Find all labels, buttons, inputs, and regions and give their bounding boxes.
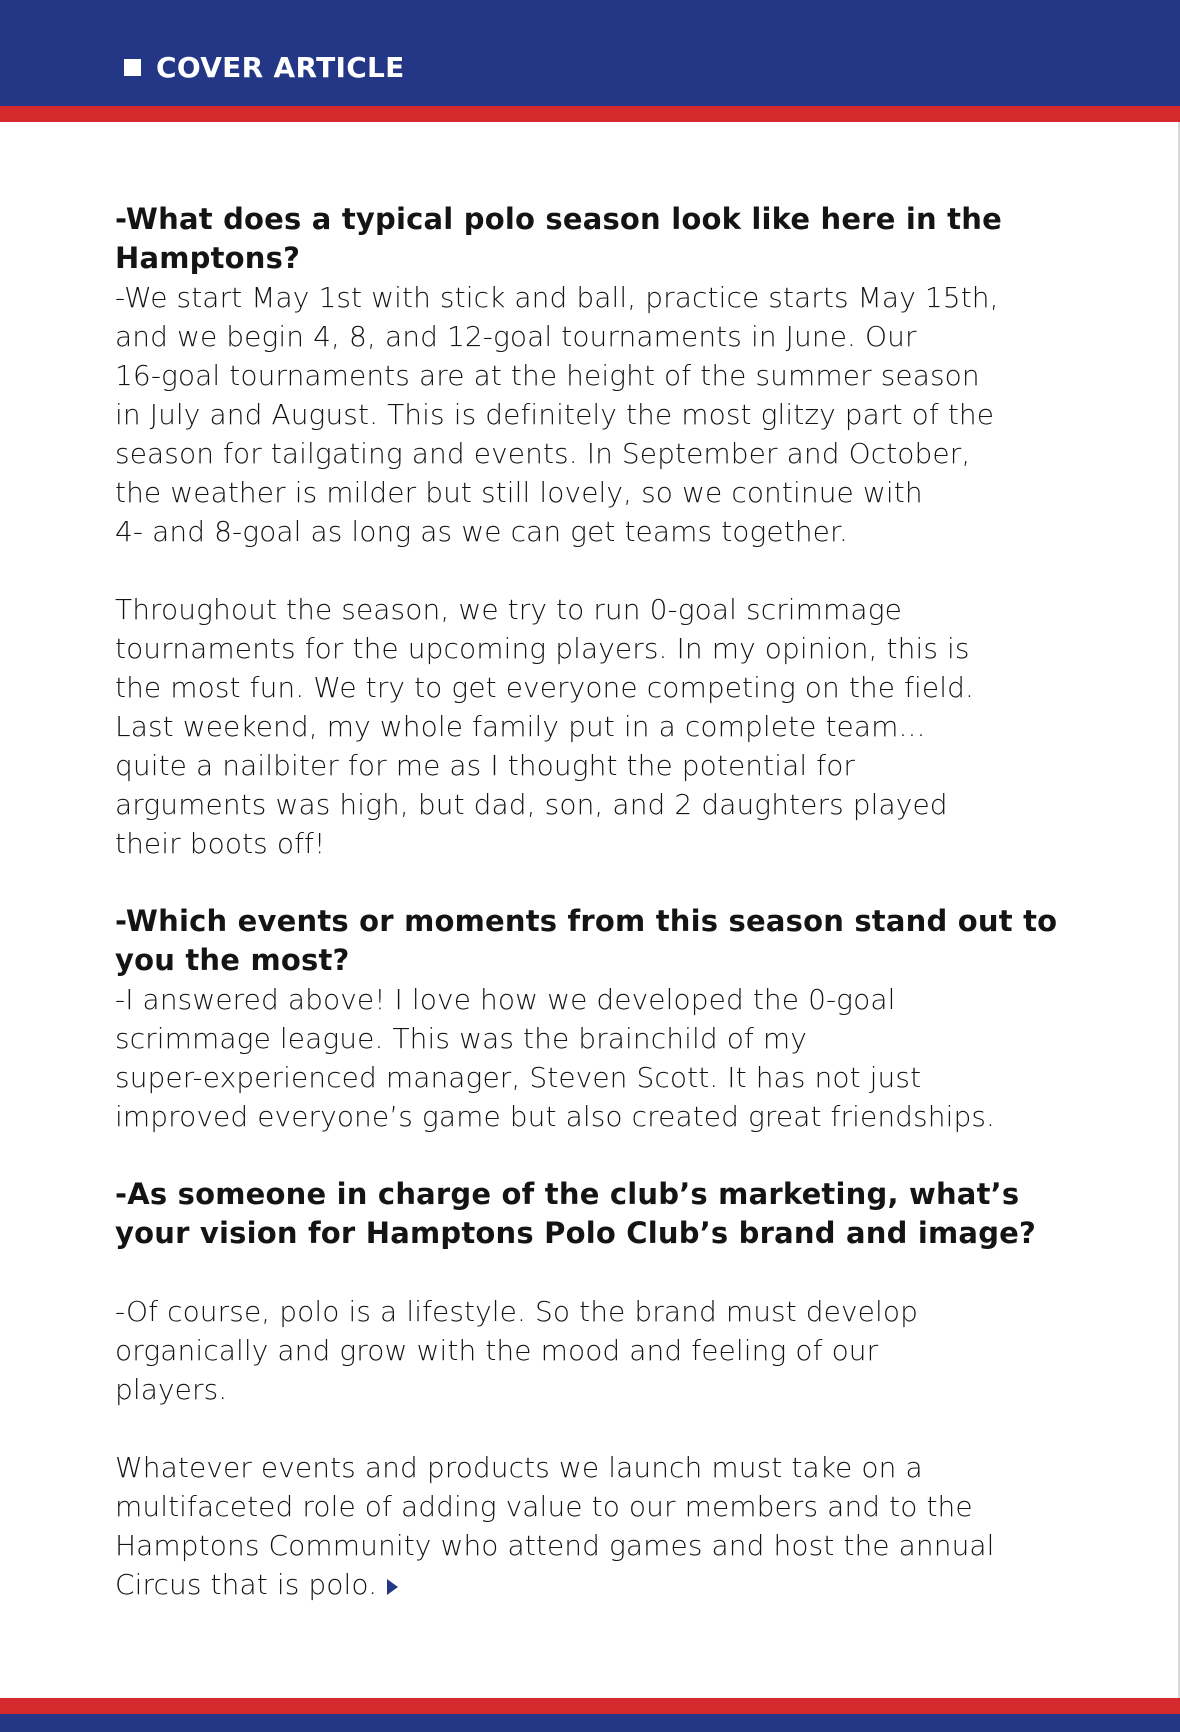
text-line: 4- and 8-goal as long as we can get teams together. xyxy=(115,515,849,548)
text-line: -Of course, polo is a lifestyle. So the brand must develop xyxy=(115,1295,918,1328)
text-line: -What does a typical polo season look like here in the xyxy=(115,202,1002,236)
answer-3 xyxy=(115,1292,1075,1409)
question-1 xyxy=(115,200,1075,278)
paragraph-2 xyxy=(115,590,1075,863)
text-line: scrimmage league. This was the brainchild of my xyxy=(115,1022,807,1055)
text-line: Circus that is polo. xyxy=(115,1568,378,1601)
text-line: -I answered above! I love how we developed the 0-goal xyxy=(115,983,896,1016)
text-line: -We start May 1st with stick and ball, practice starts May 15th, xyxy=(115,281,999,314)
text-line: their boots off! xyxy=(115,827,326,860)
article-body xyxy=(115,200,1075,1604)
answer-1 xyxy=(115,278,1075,551)
text-line: Whatever events and products we launch must take on a xyxy=(115,1451,923,1484)
paragraph-4 xyxy=(115,1448,1075,1604)
text-line: Hamptons Community who attend games and host the annual xyxy=(115,1529,995,1562)
triangle-right-icon xyxy=(387,1579,398,1595)
text-line: arguments was high, but dad, son, and 2 daughters played xyxy=(115,788,948,821)
paragraph-gap xyxy=(115,863,1075,902)
text-line: super-experienced manager, Steven Scott. It has not just xyxy=(115,1061,922,1094)
paragraph-gap xyxy=(115,1136,1075,1175)
square-icon xyxy=(124,59,141,76)
text-line: Last weekend, my whole family put in a complete team... xyxy=(115,710,926,743)
header-red-stripe xyxy=(0,106,1180,122)
text-line: -As someone in charge of the club’s marketing, what’s xyxy=(115,1177,1020,1211)
text-line: your vision for Hamptons Polo Club’s brand and image? xyxy=(115,1216,1037,1250)
text-line: Hamptons? xyxy=(115,241,301,275)
text-line: multifaceted role of adding value to our members and to the xyxy=(115,1490,973,1523)
paragraph-gap xyxy=(115,551,1075,590)
answer-2 xyxy=(115,980,1075,1136)
text-line: season for tailgating and events. In September and October, xyxy=(115,437,971,470)
text-line: improved everyone’s game but also created great friendships. xyxy=(115,1100,996,1133)
text-line: Throughout the season, we try to run 0-goal scrimmage xyxy=(115,593,902,626)
paragraph-gap xyxy=(115,1409,1075,1448)
text-line: you the most? xyxy=(115,943,350,977)
footer-red-stripe xyxy=(0,1698,1180,1714)
section-label-text: COVER ARTICLE xyxy=(156,51,405,84)
text-line: players. xyxy=(115,1373,228,1406)
text-line: quite a nailbiter for me as I thought the potential for xyxy=(115,749,856,782)
text-line: -Which events or moments from this season stand out to xyxy=(115,904,1058,938)
text-line: the weather is milder but still lovely, so we continue with xyxy=(115,476,923,509)
section-label xyxy=(124,51,405,84)
question-2 xyxy=(115,902,1075,980)
text-line: organically and grow with the mood and feeling of our xyxy=(115,1334,879,1367)
text-line: the most fun. We try to get everyone competing on the field. xyxy=(115,671,974,704)
footer-band xyxy=(0,1714,1180,1732)
text-line: and we begin 4, 8, and 12-goal tournaments in June. Our xyxy=(115,320,917,353)
text-line: tournaments for the upcoming players. In my opinion, this is xyxy=(115,632,970,665)
text-line: in July and August. This is definitely the most glitzy part of the xyxy=(115,398,995,431)
question-3 xyxy=(115,1175,1075,1253)
paragraph-gap xyxy=(115,1253,1075,1292)
text-line: 16-goal tournaments are at the height of the summer season xyxy=(115,359,980,392)
